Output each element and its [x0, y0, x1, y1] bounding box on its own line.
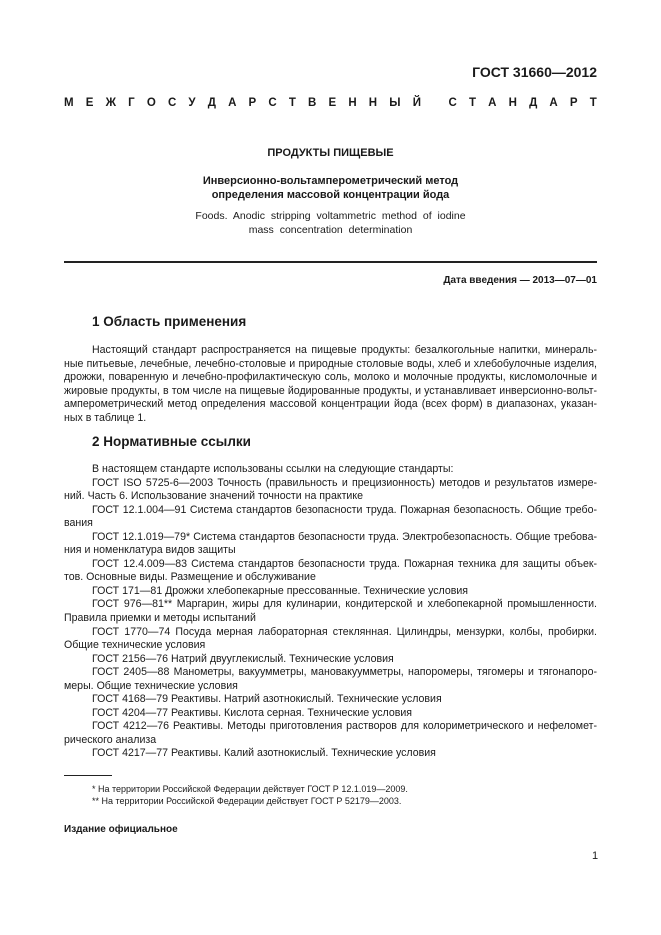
text-line: ГОСТ 171—81 Дрожжи хлебопекарные прессованные. Технические условия: [92, 584, 469, 597]
heading-letter: А: [549, 97, 558, 109]
section-2-heading: 2 Нормативные ссылки: [92, 434, 251, 449]
heading-letter: Н: [508, 97, 517, 109]
heading-letter: С: [268, 97, 277, 109]
heading-letter: Р: [569, 97, 578, 109]
section-1-heading: 1 Область применения: [92, 314, 247, 329]
heading-letter: Т: [589, 97, 597, 109]
text-line: ГОСТ ISO 5725-6—2003 Точность (правильность и прецизионность) методов и результатов измере-: [92, 476, 597, 489]
reference-item: [64, 598, 597, 625]
heading-letter: О: [146, 97, 156, 109]
effective-date: Дата введения — 2013—07—01: [443, 275, 597, 286]
heading-letter: В: [308, 97, 317, 109]
official-edition-label: Издание официальное: [64, 824, 178, 835]
heading-letter: У: [188, 97, 196, 109]
heading-letter: Т: [288, 97, 296, 109]
heading-letter: Ы: [389, 97, 401, 109]
text-line: ных в таблице 1.: [64, 411, 147, 424]
document-title: ПРОДУКТЫ ПИЩЕВЫЕ: [267, 147, 394, 159]
reference-item: [64, 477, 597, 504]
subtitle-line: Инверсионно-вольтамперометрический метод: [202, 175, 459, 187]
text-line: Правила приемки и методы испытаний: [64, 612, 256, 625]
english-title: [64, 209, 597, 237]
footnote: * На территории Российской Федерации действует ГОСТ Р 12.1.019—2009.: [92, 784, 408, 794]
reference-item: [64, 585, 597, 599]
text-line: ния и номенклатура видов защиты: [64, 544, 236, 557]
text-line: вания: [64, 517, 93, 530]
text-line: В настоящем стандарте использованы ссылки на следующие стандарты:: [92, 463, 454, 475]
text-line: ний. Часть 6. Использование значений точности на практике: [64, 490, 363, 503]
text-line: ГОСТ 1770—74 Посуда мерная лабораторная стеклянная. Цилиндры, мензурки, колбы, пробирки.: [92, 625, 597, 638]
text-line: ГОСТ 12.4.009—83 Система стандартов безопасности труда. Пожарная техника для защиты объек-: [92, 557, 597, 570]
page-number: 1: [592, 850, 599, 862]
english-title-line: Foods. Anodic stripping voltammetric method of iodine: [195, 210, 466, 222]
document-number: ГОСТ 31660—2012: [472, 64, 597, 80]
title-divider: [64, 261, 597, 263]
text-line: жировые продукты, в том числе на пищевые йодированные продукты, и устанавливает инверсионно-вольт-: [64, 384, 597, 397]
reference-item: [64, 666, 597, 693]
reference-item: [64, 463, 597, 477]
heading-letter: С: [167, 97, 177, 109]
text-line: Общие технические условия: [64, 639, 206, 652]
heading-letter: Н: [348, 97, 357, 109]
reference-item: [64, 693, 597, 707]
text-line: ные питьевые, лечебные, лечебно-столовые и природные столовые воды, хлеб и хлебобулочные изделия,: [64, 357, 597, 370]
heading-letter: Д: [207, 97, 216, 109]
heading-letter: Г: [128, 97, 135, 109]
text-line: Настоящий стандарт распространяется на пищевые продукты: безалкогольные напитки, минераль-: [92, 344, 597, 356]
heading-letter: М: [64, 97, 74, 109]
heading-letter: Д: [529, 97, 538, 109]
reference-item: [64, 504, 597, 531]
text-line: рического анализа: [64, 733, 157, 746]
subtitle-line: определения массовой концентрации йода: [211, 189, 450, 201]
heading-letter: Р: [248, 97, 257, 109]
reference-item: [64, 558, 597, 585]
text-line: дрожжи, поваренную и лечебно-профилактическую соль, молоко и молочные продукты, кисломолочные и: [64, 371, 597, 384]
text-line: ГОСТ 976—81** Маргарин, жиры для кулинарии, кондитерской и хлебопекарной промышленности.: [92, 598, 597, 611]
text-line: ГОСТ 12.1.019—79* Система стандартов безопасности труда. Электробезопасность. Общие требова-: [92, 530, 597, 543]
text-line: ГОСТ 4168—79 Реактивы. Натрий азотнокислый. Технические условия: [92, 693, 442, 706]
reference-item: [64, 626, 597, 653]
footnote: ** На территории Российской Федерации действует ГОСТ Р 52179—2003.: [92, 796, 402, 806]
text-line: тов. Основные виды. Размещение и обслуживание: [64, 571, 316, 584]
footnote-divider: [64, 775, 112, 776]
heading-letter: Е: [328, 97, 337, 109]
text-line: меры. Общие технические условия: [64, 679, 238, 692]
reference-item: [64, 707, 597, 721]
interstate-standard-heading: [64, 97, 597, 109]
heading-letter: А: [488, 97, 497, 109]
heading-letter: Ж: [105, 97, 116, 109]
heading-letter: [433, 97, 436, 109]
text-line: ГОСТ 2156—76 Натрий двууглекислый. Технические условия: [92, 652, 394, 665]
text-line: ГОСТ 4204—77 Реактивы. Кислота серная. Технические условия: [92, 706, 413, 719]
text-line: амперометрический метод определения массовой концентрации йода (всех форм) в диапазонах, указан-: [64, 398, 597, 411]
heading-letter: А: [228, 97, 237, 109]
heading-letter: Е: [85, 97, 94, 109]
heading-letter: Й: [412, 97, 421, 109]
text-line: ГОСТ 4217—77 Реактивы. Калий азотнокислый. Технические условия: [92, 747, 436, 760]
heading-letter: С: [448, 97, 457, 109]
heading-letter: Т: [468, 97, 476, 109]
heading-letter: Н: [368, 97, 378, 109]
reference-item: [64, 653, 597, 667]
document-subtitle: [64, 174, 597, 202]
reference-item: [64, 531, 597, 558]
text-line: ГОСТ 2405—88 Манометры, вакуумметры, мановакуумметры, напоромеры, тягомеры и тягонапоро-: [92, 666, 597, 679]
text-line: ГОСТ 4212—76 Реактивы. Методы приготовления растворов для колориметрического и нефеломет-: [92, 720, 597, 733]
normative-references-list: [64, 463, 597, 761]
english-title-line: mass concentration determination: [248, 224, 413, 236]
section-1-text: [64, 344, 597, 425]
reference-item: [64, 747, 597, 761]
reference-item: [64, 720, 597, 747]
text-line: ГОСТ 12.1.004—91 Система стандартов безопасности труда. Пожарная безопасность. Общие требо-: [92, 503, 597, 516]
